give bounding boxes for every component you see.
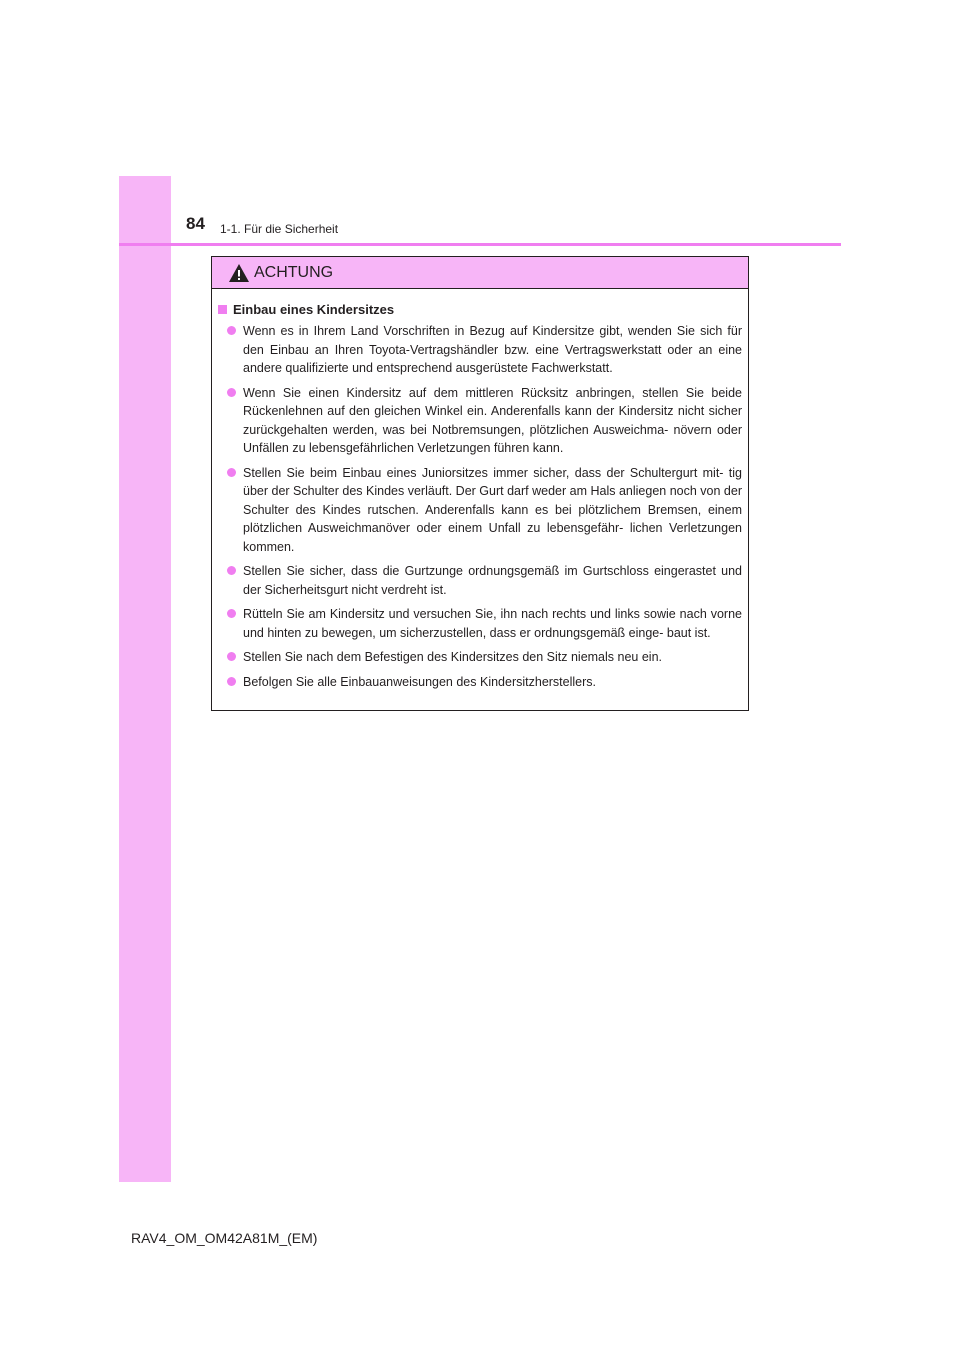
header-divider: [119, 243, 841, 246]
warning-triangle-icon: [228, 263, 250, 283]
list-item: [227, 562, 742, 599]
list-item-text: Rütteln Sie am Kindersitz und versuchen Sie, ihn nach rechts und links sowie nach vorne und hinten zu bewegen, um sicherzustellen, dass er ordnungsgemäß einge- baut ist.: [243, 607, 742, 640]
warning-box: [211, 256, 749, 711]
section-title: 1-1. Für die Sicherheit: [220, 222, 339, 236]
bullet-icon: [227, 388, 236, 397]
list-item: [227, 464, 742, 557]
list-item: [227, 322, 742, 378]
bullet-icon: [227, 652, 236, 661]
bullet-icon: [227, 566, 236, 575]
warning-title: ACHTUNG: [254, 263, 334, 281]
list-item-text: Stellen Sie beim Einbau eines Juniorsitzes immer sicher, dass der Schultergurt mit- tig über der Schulter des Kindes verläuft. Der Gurt darf weder am Hals anliegen noch von der Schulter des Kindes rutschen. Anderenfalls kann es bei plötzlichem Bremsen, einem plötzlichen Ausweichmanöver oder einem Unfall zu lebensgefähr- lichen Verletzungen kommen.: [243, 465, 742, 554]
square-bullet-icon: [218, 305, 227, 314]
warning-content: [212, 289, 748, 691]
list-item-text: Befolgen Sie alle Einbauanweisungen des Kindersitzherstellers.: [243, 674, 596, 689]
list-item: [227, 673, 742, 692]
side-tab-band: [119, 176, 171, 1182]
bullet-icon: [227, 326, 236, 335]
list-item: [227, 605, 742, 642]
list-item-text: Wenn Sie einen Kindersitz auf dem mittleren Rücksitz anbringen, stellen Sie beide Rückenlehnen auf den gleichen Winkel ein. Anderenfalls kann der Kindersitz nicht sicher zurückgehalten werden, was bei Notbremsungen, plötzlichen Ausweichma- növern oder Unfällen zu lebensgefährlichen Verletzungen führen kann.: [243, 385, 742, 455]
subsection-heading-text: Einbau eines Kindersitzes: [233, 302, 395, 317]
bullet-icon: [227, 468, 236, 477]
list-item: [227, 384, 742, 458]
list-item: [227, 648, 742, 667]
list-item-text: Stellen Sie nach dem Befestigen des Kindersitzes den Sitz niemals neu ein.: [243, 650, 662, 664]
bullet-icon: [227, 677, 236, 686]
list-item-text: Stellen Sie sicher, dass die Gurtzunge ordnungsgemäß im Gurtschloss eingerastet und der Sicherheitsgurt nicht verdreht ist.: [243, 564, 742, 597]
bullet-icon: [227, 609, 236, 618]
list-item-text: Wenn es in Ihrem Land Vorschriften in Bezug auf Kindersitze gibt, wenden Sie sich für den Einbau an Ihren Toyota-Vertragshändler bzw. eine Vertragswerkstatt oder an eine andere qualifizierte und entsprechend ausgerüstete Fachwerkstatt.: [243, 324, 742, 375]
page-number: 84: [186, 214, 205, 233]
document-code: RAV4_OM_OM42A81M_(EM): [131, 1230, 318, 1246]
warning-header: [212, 257, 748, 289]
subsection-heading: [218, 302, 742, 318]
